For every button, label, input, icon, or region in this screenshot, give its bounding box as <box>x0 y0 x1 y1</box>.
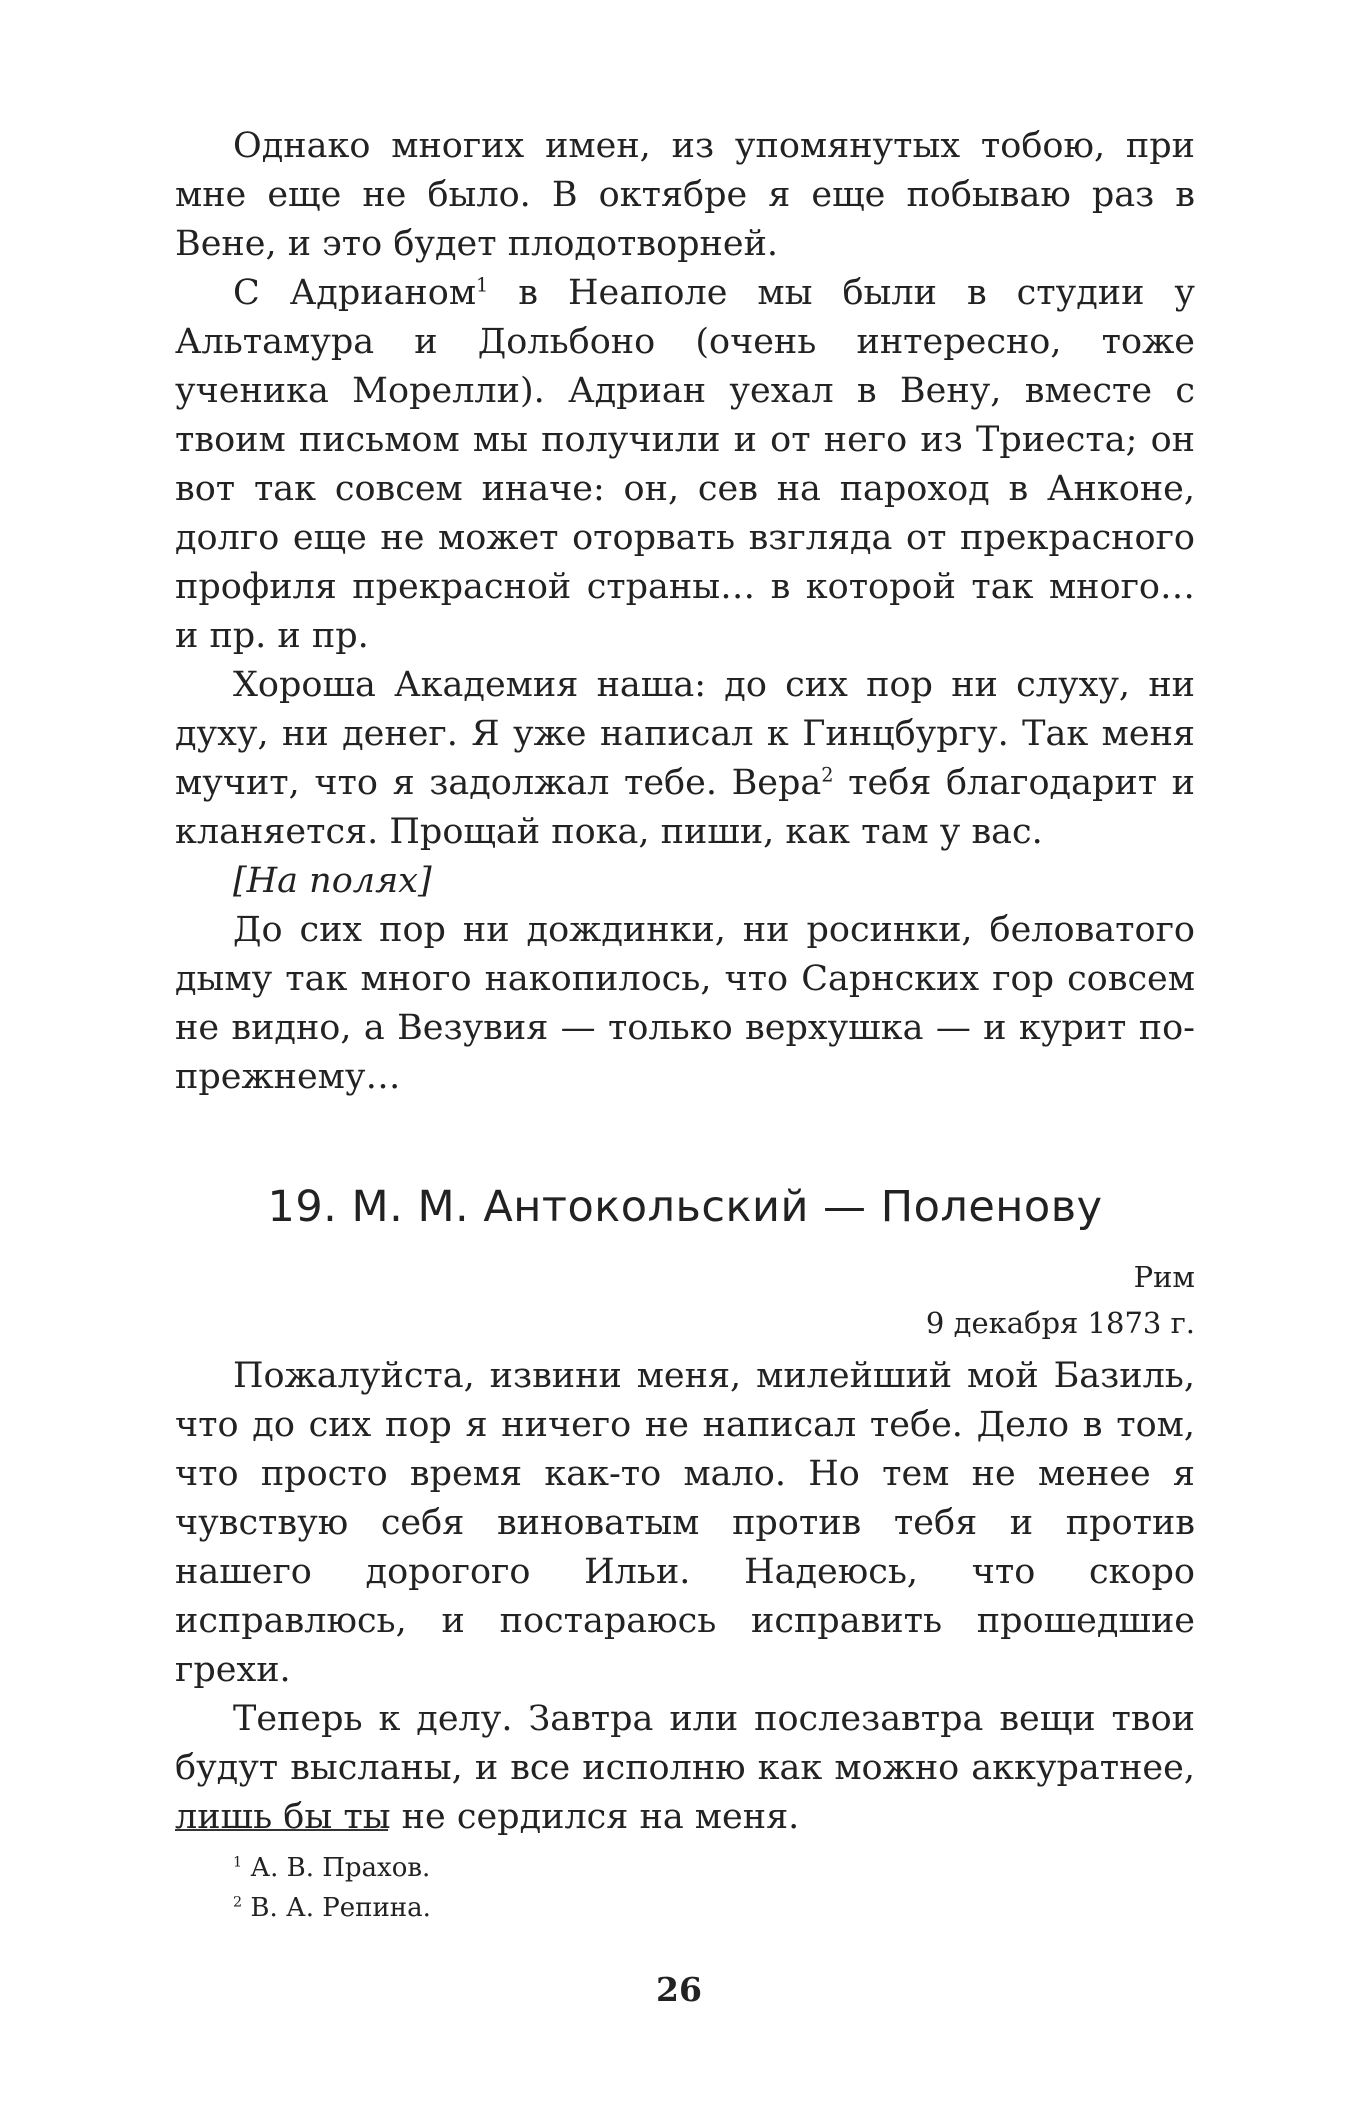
paragraph-text: в Неаполе мы были в студии у Альтамура и Дольбоно (очень интересно, тоже ученика Морелли). Адриан уехал в Вену, вместе с твоим письмом мы получили и от него из Триеста; он вот так совсем иначе: он, сев на пароход в Анконе, долго еще не может оторвать взгляда от прекрасного профиля прекрасной страны… в которой так много… и пр. и пр. <box>175 273 1195 656</box>
letter-date: 9 декабря 1873 г. <box>925 1306 1195 1340</box>
footnote-ref: 2 <box>821 763 834 787</box>
paragraph-text: тебя благодарит и кланяется. Прощай пока, пиши, как там у вас. <box>175 763 1196 852</box>
footnote <box>233 1888 431 1928</box>
footnote-number: 1 <box>233 1854 243 1871</box>
footnote-text: А. В. Прахов. <box>250 1853 431 1883</box>
continued-letter-text <box>175 122 1195 1102</box>
letter-body <box>175 1352 1195 1842</box>
letter-dateline <box>926 1254 1195 1346</box>
footnote-divider <box>175 1829 388 1831</box>
paragraph-text: С Адрианом <box>233 273 477 313</box>
paragraph <box>175 661 1195 857</box>
footnote-number: 2 <box>233 1894 243 1911</box>
paragraph: Однако многих имен, из упомянутых тобою, при мне еще не было. В октябре я еще побываю раз в Вене, и это будет плодотворней. <box>175 126 1195 264</box>
letter-place: Рим <box>1133 1260 1195 1294</box>
paragraph-text: Хороша Академия наша: до сих пор ни слуху, ни духу, ни денег. Я уже написал к Гинцбургу. Так меня мучит, что я задолжал тебе. Вера <box>175 665 1195 803</box>
letter-heading: 19. М. М. Антокольский — Поленову <box>267 1182 1103 1232</box>
footnote-text: В. А. Репина. <box>250 1893 431 1923</box>
margin-note-label: [На полях] <box>233 861 432 901</box>
paragraph: Пожалуйста, извини меня, милейший мой Базиль, что до сих пор я ничего не написал тебе. Дело в том, что просто время как-то мало. Но тем не менее я чувствую себя виноватым против тебя и против нашего дорогого Ильи. Надеюсь, что скоро исправлюсь, и постараюсь исправить прошедшие грехи. <box>175 1356 1195 1690</box>
paragraph: Теперь к делу. Завтра или послезавтра вещи твои будут высланы, и все исполню как можно аккуратнее, лишь бы ты не сердился на меня. <box>175 1699 1195 1837</box>
page-number: 26 <box>656 1970 702 2009</box>
footnote-ref: 1 <box>476 273 489 297</box>
footnote <box>233 1848 431 1888</box>
paragraph: До сих пор ни дождинки, ни росинки, беловатого дыму так много накопилось, что Сарнских гор совсем не видно, а Везувия — только верхушка — и курит по-прежнему… <box>175 910 1195 1097</box>
paragraph <box>175 269 1195 661</box>
footnotes <box>233 1848 431 1928</box>
